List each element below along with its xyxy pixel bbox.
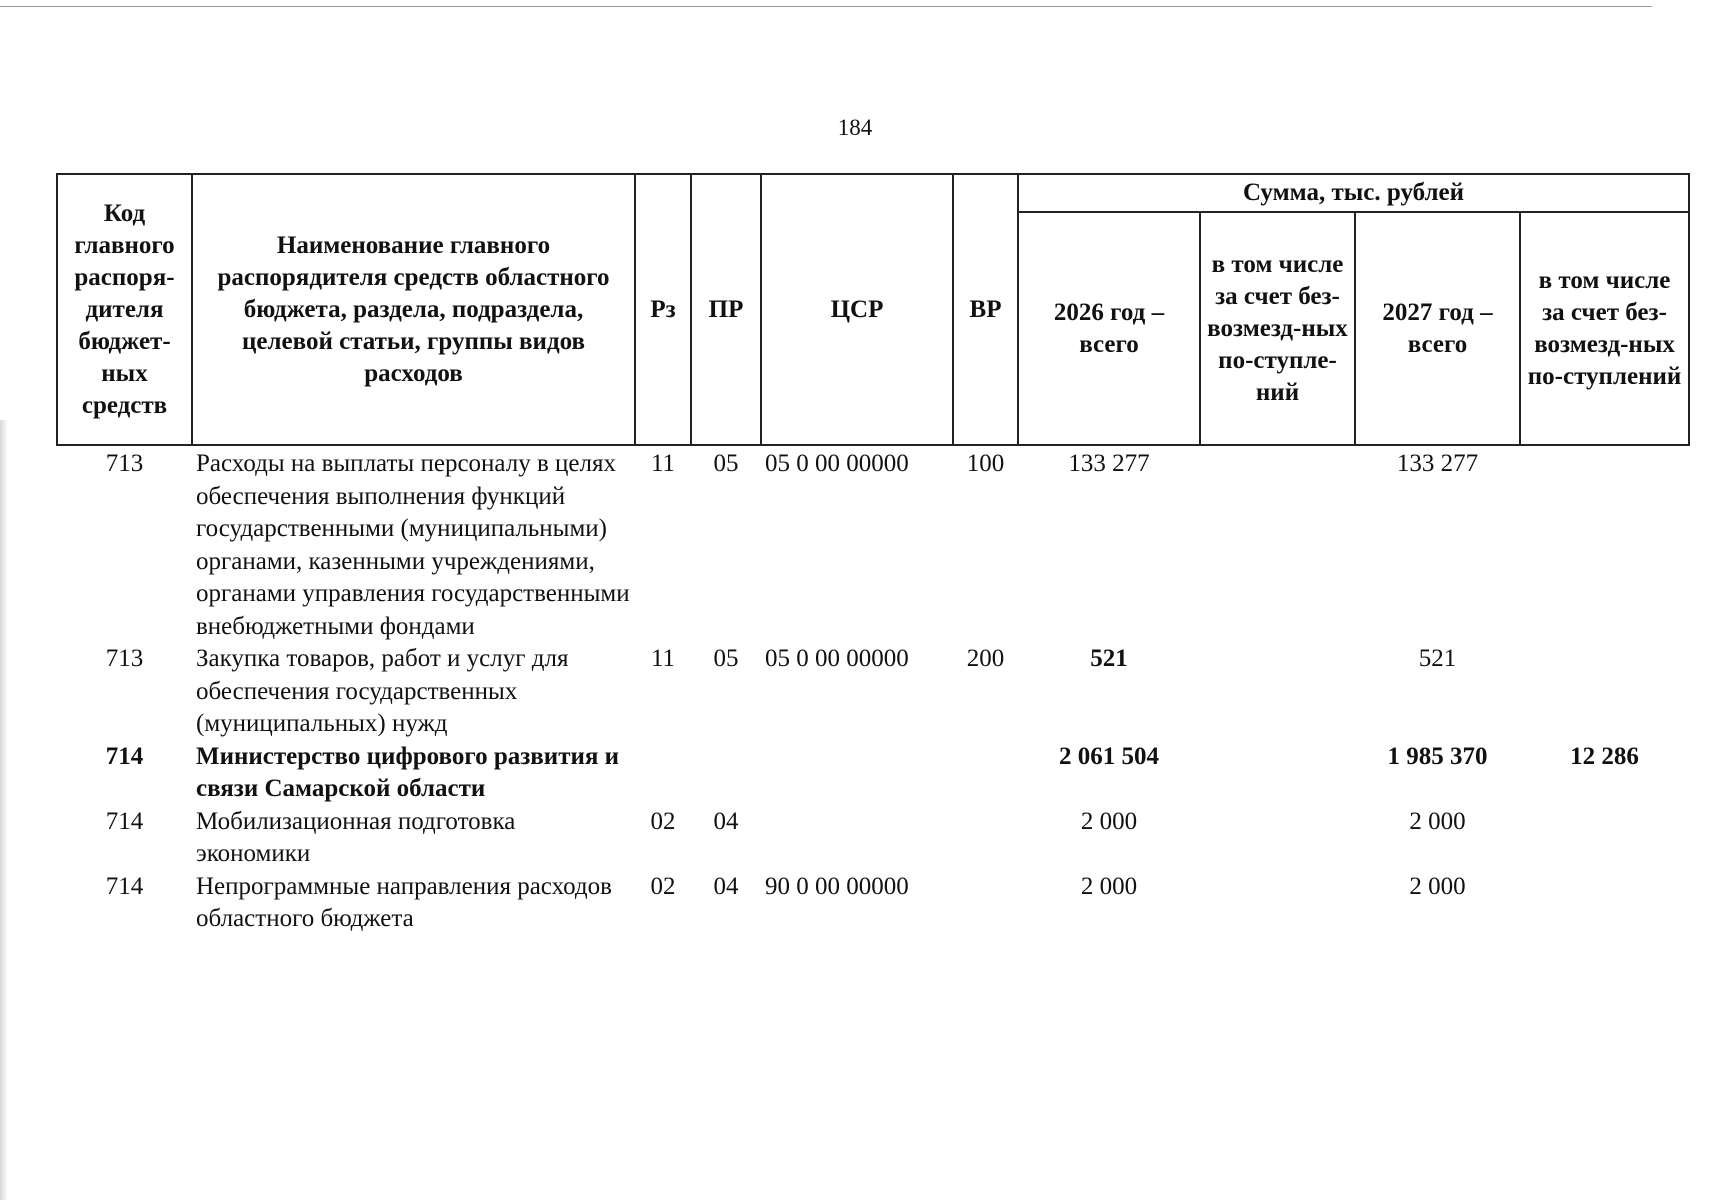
- cell-2027-total: 133 277: [1396, 450, 1479, 477]
- cell-2026-total: 521: [1090, 645, 1128, 672]
- table-row: [57, 871, 1689, 936]
- header-2026-total: 2026 год – всего: [1018, 212, 1200, 445]
- cell-2027-total: 1 985 370: [1387, 742, 1488, 770]
- cell-2027-grants: 12 286: [1570, 742, 1639, 770]
- cell-rz: 02: [650, 807, 676, 835]
- cell-csr: 90 0 00 00000: [765, 872, 909, 900]
- table-row: [57, 643, 1689, 741]
- header-2027-grants: в том числе за счет без-возмезд-ных по-ступлений: [1520, 212, 1689, 445]
- cell-csr: [761, 806, 953, 871]
- cell-2027-total: 2 000: [1409, 872, 1466, 900]
- cell-vr: 200: [966, 645, 1005, 672]
- table-row: [57, 741, 1689, 806]
- header-2027-total: 2027 год – всего: [1355, 212, 1520, 445]
- cell-code: 714: [105, 742, 144, 770]
- cell-2027-grants: [1520, 643, 1689, 741]
- cell-csr: 05 0 00 00000: [765, 645, 909, 672]
- cell-2026-total: 2 000: [1080, 807, 1138, 835]
- cell-name: Мобилизационная подготовка экономики: [196, 807, 516, 867]
- cell-vr: [953, 741, 1018, 806]
- cell-2027-grants: [1520, 806, 1689, 871]
- header-csr: ЦСР: [761, 174, 953, 445]
- cell-2027-total: 2 000: [1409, 807, 1466, 835]
- header-code: Код главного распоря-дителя бюджет-ных средств: [57, 174, 192, 445]
- header-vr: ВР: [953, 174, 1018, 445]
- cell-pr: [691, 741, 761, 806]
- cell-2026-grants: [1200, 445, 1355, 643]
- cell-rz: 02: [650, 872, 676, 900]
- cell-2027-grants: [1520, 871, 1689, 936]
- cell-2027-grants: [1520, 445, 1689, 643]
- header-2026-grants: в том числе за счет без-возмезд-ных по-ступле-ний: [1200, 212, 1355, 445]
- cell-name: Непрограммные направления расходов областного бюджета: [196, 872, 612, 932]
- cell-code: 713: [105, 645, 144, 672]
- cell-vr: 100: [966, 450, 1005, 477]
- table-row: [57, 806, 1689, 871]
- cell-vr: [953, 806, 1018, 871]
- cell-code: 714: [105, 807, 144, 835]
- cell-code: 713: [105, 450, 144, 477]
- table-row: [57, 445, 1689, 643]
- scan-edge-top: [0, 6, 1652, 7]
- cell-2027-total: 521: [1418, 645, 1457, 672]
- cell-pr: 05: [713, 450, 739, 477]
- cell-csr: 05 0 00 00000: [765, 450, 909, 477]
- cell-name: Расходы на выплаты персоналу в целях обеспечения выполнения функций государственными (муниципальными) органами, казенными учреждениями, органами управления государственными внебюджетными фондами: [196, 450, 630, 640]
- cell-name: Закупка товаров, работ и услуг для обеспечения государственных (муниципальных) нужд: [196, 645, 569, 737]
- table-header: [57, 174, 1689, 445]
- cell-rz: [635, 741, 691, 806]
- cell-2026-total: 2 000: [1080, 872, 1138, 900]
- header-rz: Рз: [635, 174, 691, 445]
- header-sum-group: Сумма, тыс. рублей: [1018, 174, 1689, 212]
- cell-2026-grants: [1200, 871, 1355, 936]
- cell-2026-total: 2 061 504: [1059, 742, 1159, 770]
- cell-vr: [953, 871, 1018, 936]
- table-body: [57, 445, 1689, 936]
- cell-pr: 05: [713, 645, 739, 672]
- cell-code: 714: [105, 872, 144, 900]
- cell-rz: 11: [650, 645, 676, 672]
- page-number: 184: [837, 115, 873, 140]
- header-name: Наименование главного распорядителя средств областного бюджета, раздела, подраздела, целевой статьи, группы видов расходов: [192, 174, 635, 445]
- budget-table: [56, 173, 1690, 936]
- cell-csr: [761, 741, 953, 806]
- cell-pr: 04: [713, 872, 739, 900]
- cell-2026-grants: [1200, 806, 1355, 871]
- cell-2026-total: 133 277: [1068, 450, 1150, 477]
- cell-rz: 11: [650, 450, 676, 477]
- cell-pr: 04: [713, 807, 739, 835]
- cell-name: Министерство цифрового развития и связи Самарской области: [196, 742, 620, 802]
- cell-2026-grants: [1200, 741, 1355, 806]
- scan-edge-left: [0, 420, 8, 1200]
- header-pr: ПР: [691, 174, 761, 445]
- cell-2026-grants: [1200, 643, 1355, 741]
